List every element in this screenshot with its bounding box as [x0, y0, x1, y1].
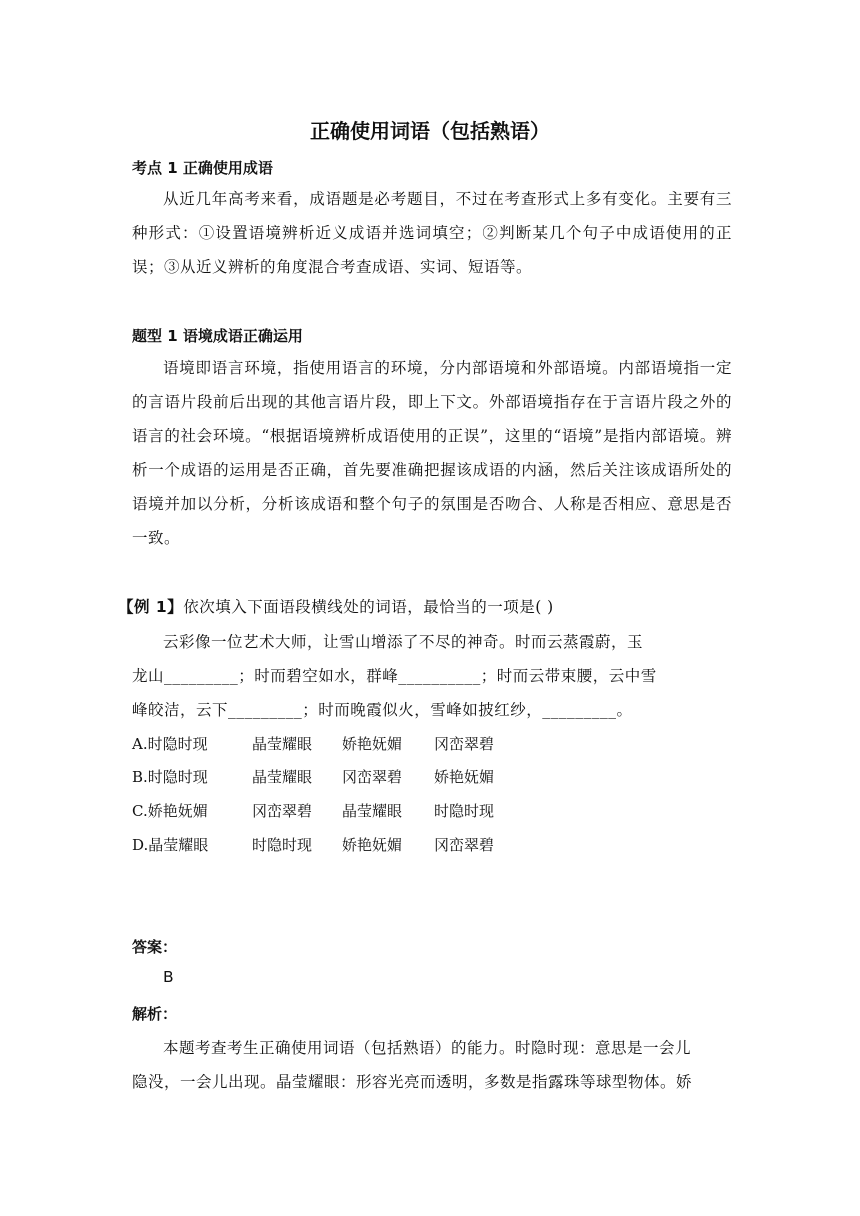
option-word: 娇艳妩媚 — [434, 768, 495, 786]
section1-paragraph: 从近几年高考来看，成语题是必考题目，不过在考查形式上多有变化。主要有三种形式：①设置语境辨析近义成语并选词填空；②判断某几个句子中成语使用的正误；③从近义辨析的角度混合考查成语、实词、短语等。 — [132, 190, 732, 276]
section1-heading: 考点 1 正确使用成语 — [132, 159, 273, 177]
option-b — [132, 766, 494, 787]
example-passage-line1: 云彩像一位艺术大师，让雪山增添了不尽的神奇。时而云蒸霞蔚，玉 — [163, 633, 644, 651]
section2-paragraph: 语境即语言环境，指使用语言的环境，分内部语境和外部语境。内部语境指一定的言语片段前后出现的其他言语片段，即上下文。外部语境指存在于言语片段之外的语言的社会环境。“根据语境辨析成语使用的正误”，这里的“语境”是指内部语境。辨析一个成语的运用是否正确，首先要准确把握该成语的内涵，然后关注该成语所处的语境并加以分析，分析该成语和整个句子的氛围是否吻合、人称是否相应、意思是否一致。 — [132, 359, 732, 547]
option-word: 晶莹耀眼 — [342, 802, 403, 820]
option-word: 晶莹耀眼 — [252, 768, 313, 786]
answer-label: 答案： — [132, 938, 178, 956]
option-word: 时隐时现 — [147, 768, 208, 786]
option-word: 娇艳妩媚 — [342, 735, 403, 753]
option-a — [132, 733, 494, 754]
option-word: 时隐时现 — [147, 735, 208, 753]
option-word: 晶莹耀眼 — [252, 735, 313, 753]
section2-heading: 题型 1 语境成语正确运用 — [132, 327, 303, 345]
option-c — [132, 800, 494, 821]
example-passage-line2: 龙山_________；时而碧空如水，群峰__________；时而云带束腰，云中雪 — [132, 667, 657, 685]
example-question-row — [118, 595, 554, 617]
option-word: 晶莹耀眼 — [148, 836, 209, 854]
option-word: 娇艳妩媚 — [342, 836, 403, 854]
page-title: 正确使用词语（包括熟语） — [310, 119, 550, 143]
option-word: 时隐时现 — [252, 836, 313, 854]
option-word: 时隐时现 — [434, 802, 495, 820]
option-letter: D. — [132, 836, 149, 854]
option-word: 冈峦翠碧 — [342, 768, 403, 786]
option-d — [132, 834, 494, 855]
option-letter: A. — [132, 735, 148, 753]
example-label: 【例 1】 — [118, 598, 184, 616]
option-word: 冈峦翠碧 — [434, 735, 495, 753]
example-question: 依次填入下面语段横线处的词语，最恰当的一项是( ) — [183, 598, 554, 616]
analysis-line2: 隐没，一会儿出现。晶莹耀眼：形容光亮而透明，多数是指露珠等球型物体。娇 — [132, 1073, 693, 1091]
example-passage-line3: 峰皎洁，云下_________；时而晚霞似火，雪峰如披红纱，_________。 — [132, 701, 633, 719]
analysis-label: 解析： — [132, 1005, 178, 1023]
option-word: 冈峦翠碧 — [434, 836, 495, 854]
analysis-line1: 本题考查考生正确使用词语（包括熟语）的能力。时隐时现：意思是一会儿 — [163, 1039, 692, 1057]
option-word: 娇艳妩媚 — [147, 802, 208, 820]
option-word: 冈峦翠碧 — [252, 802, 313, 820]
option-letter: C. — [132, 802, 148, 820]
option-letter: B. — [132, 768, 148, 786]
answer-value: B — [163, 968, 175, 986]
